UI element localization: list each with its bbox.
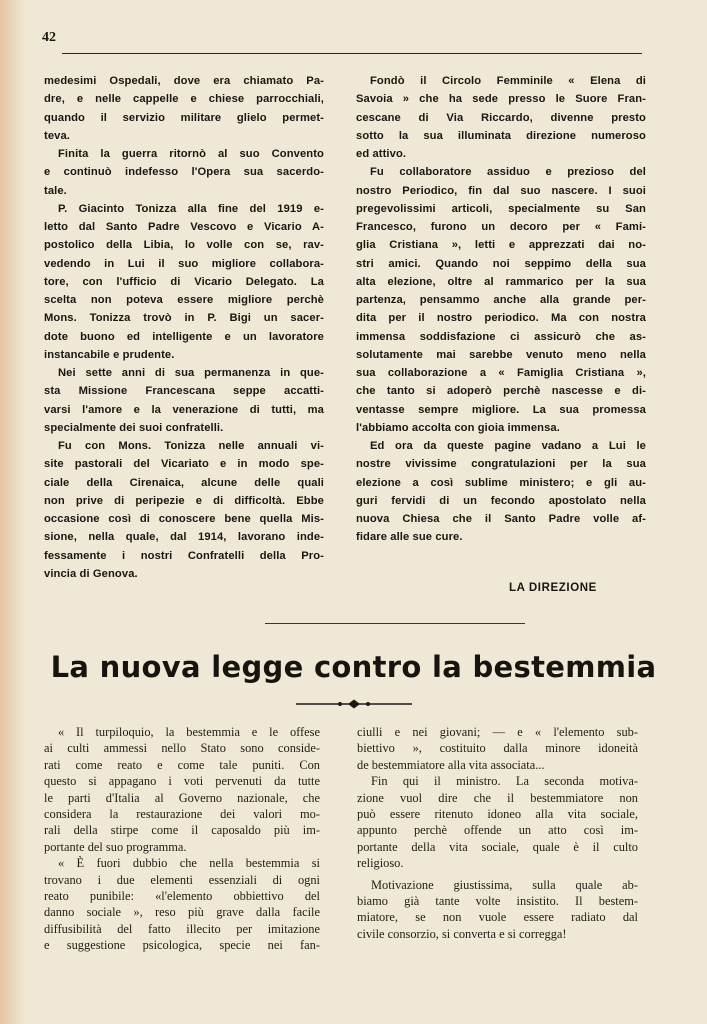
text-line: Fin qui il ministro. La seconda motiva- <box>371 774 638 789</box>
text-line: reato punibile: «l'elemento obbiettivo del <box>44 889 320 904</box>
text-line: ciulli e nei giovani; — e « l'elemento sub- <box>357 725 638 739</box>
text-line: tale. <box>44 184 67 197</box>
text-line: questo si appagano i voti pervenuti da tutte <box>44 774 320 789</box>
text-line: « Il turpiloquio, la bestemmia e le offese <box>58 725 320 739</box>
text-line: quando il servizio militare glielo permet- <box>44 111 324 124</box>
text-line: vedendo in Lui il suo migliore collabora- <box>44 257 324 270</box>
text-line: P. Giacinto Tonizza alla fine del 1919 e- <box>58 202 324 215</box>
text-line: ventasse sempre migliore. La sua promessa <box>356 403 646 416</box>
text-line: Savoia » che ha sede presso le Suore Fran- <box>356 93 646 106</box>
text-line: Fu collaboratore assiduo e prezioso del <box>370 166 646 179</box>
text-line: « È fuori dubbio che nella bestemmia si <box>58 856 320 871</box>
text-line: ai culti ammessi nello Stato sono conside- <box>44 741 320 756</box>
header-rule <box>62 53 642 54</box>
text-line: le parti d'Italia al Governo nazionale, che <box>44 790 320 805</box>
text-line: Francesco, furono un decoro per « Fami- <box>356 221 646 233</box>
text-line: Motivazione giustissima, sulla quale ab- <box>371 877 638 892</box>
text-line: può essere ritenuto idoneo alla vita sociale, <box>357 807 638 822</box>
text-line: immensa soddisfazione ci assicurò che as- <box>356 330 646 343</box>
text-line: dita per il nostro periodico. Ma con nostra <box>356 312 646 325</box>
text-line: appunto perchè offende un atto così im- <box>357 823 638 838</box>
text-line: de bestemmiatore alla vita associata... <box>357 757 545 772</box>
text-line: portante del suo programma. <box>44 839 187 854</box>
text-line: instancabile e prudente. <box>44 348 175 361</box>
text-line: stri amici. Quando noi seppimo della sua <box>356 257 646 270</box>
text-line: nuova Chiesa che il Santo Padre volle af- <box>356 513 646 525</box>
text-line: glia Cristiana », letti e apprezzati dai no- <box>356 239 646 252</box>
text-line: rati come reato e come tale puniti. Con <box>44 757 320 772</box>
text-line: dre, e nelle cappelle e chiese parrocchiali, <box>44 93 324 106</box>
text-line: trovano i due elementi essenziali di ogni <box>44 872 320 887</box>
text-line: fessamente i nostri Confratelli della Pro- <box>44 549 324 562</box>
text-line: partenza, pensammo anche alla grande per- <box>356 294 646 306</box>
text-line: dote buono ed intelligente e un lavoratore <box>44 330 324 343</box>
text-line: e suggestione psicologica, specie nei fan- <box>44 938 320 953</box>
text-line: non prive di peripezie e di difficoltà. Ebbe <box>44 494 324 507</box>
text-line: sua collaborazione a « Famiglia Cristiana », <box>356 367 646 379</box>
text-line: zione vuol dire che il bestemmiatore non <box>357 790 638 805</box>
signature: LA DIREZIONE <box>509 582 597 594</box>
text-line: occasione così di conoscere bene quella Mis- <box>44 513 324 525</box>
text-line: l'abbiamo accolta con gioia immensa. <box>356 421 560 434</box>
text-line: Finita la guerra ritornò al suo Convento <box>58 148 324 160</box>
text-line: sione, nella quale, dal 1914, lavorano inde- <box>44 531 324 544</box>
lower-right-column <box>357 724 638 942</box>
text-line: cescane di Via Riccardo, divenne presto <box>356 111 646 124</box>
page-number: 42 <box>42 30 56 45</box>
text-line: letto dal Santo Padre Vescovo e Vicario A- <box>44 221 324 233</box>
text-line: biamo già tante volte insistito. Il bestem- <box>357 894 638 909</box>
text-line: che tanto si adoperò perchè nascesse e di- <box>356 385 646 398</box>
text-line: Fu con Mons. Tonizza nelle annuali vi- <box>58 440 324 452</box>
text-line: ed attivo. <box>356 148 407 160</box>
headline-ornament <box>294 698 414 710</box>
text-line: civile consorzio, si converta e si corregga! <box>357 926 567 941</box>
text-line: biettivo », costituito dalla minore idoneità <box>357 741 638 756</box>
text-line: danno sociale », reso più grave dalla facile <box>44 905 320 920</box>
text-line: ciale della Cirenaica, alcune delle quali <box>44 476 324 489</box>
text-line: specialmente dei suoi confratelli. <box>44 421 224 434</box>
upper-right-column <box>356 72 646 547</box>
text-line: teva. <box>44 129 70 142</box>
text-line: postolico della Libia, lo volle con se, rav- <box>44 239 324 252</box>
text-line: Nei sette anni di sua permanenza in que- <box>58 367 324 379</box>
text-line: Mons. Tonizza trovò in P. Bigi un sacer- <box>44 312 324 325</box>
text-line: solutamente mai sarebbe venuto meno nella <box>356 348 646 361</box>
text-line: nostro Periodico, fin dal suo nascere. I suoi <box>356 184 646 197</box>
text-line: tore, con l'ufficio di Vicario Delegato. La <box>44 275 324 288</box>
text-line: rali della stirpe come il caposaldo più im- <box>44 823 320 838</box>
text-line: medesimi Ospedali, dove era chiamato Pa- <box>44 75 324 87</box>
text-line: pregevolissimi articoli, specialmente su San <box>356 202 646 215</box>
text-line: portante della vita sociale, quale è il culto <box>357 839 638 854</box>
section-divider <box>265 623 525 624</box>
text-line: vincia di Genova. <box>44 567 138 580</box>
upper-left-column <box>44 72 324 583</box>
text-line: varsi l'amore e la venerazione di tutti, ma <box>44 403 324 416</box>
text-line: nostre vivissime congratulazioni per la sua <box>356 458 646 471</box>
text-line: considera la restaurazione dei valori mo- <box>44 807 320 822</box>
text-line: religioso. <box>357 856 404 871</box>
article-headline: La nuova legge contro la bestemmia <box>50 650 657 684</box>
text-line: site pastorali del Vicariato e in modo spe- <box>44 458 324 471</box>
page-edge-stain <box>0 0 26 1024</box>
text-line: diffusibilità del fatto illecito per imitazione <box>44 921 320 936</box>
text-line: Ed ora da queste pagine vadano a Lui le <box>370 440 646 452</box>
text-line: elezione a così sublime ministero; e gli au- <box>356 476 646 489</box>
text-line: miatore, se non vuole essere radiato dal <box>357 910 638 925</box>
text-line: alta elezione, oltre al rammarico per la sua <box>356 275 646 288</box>
lower-left-column <box>44 724 320 954</box>
text-line: e continuò indefesso l'Opera sua sacerdo- <box>44 166 324 179</box>
text-line: Fondò il Circolo Femminile « Elena di <box>370 75 646 87</box>
text-line: sta Missione Francescana seppe accatti- <box>44 385 324 398</box>
text-line: scelta non poteva essere migliore perchè <box>44 294 324 306</box>
text-line: fidare alle sue cure. <box>356 531 463 544</box>
text-line: guri fervidi di un fecondo apostolato nella <box>356 494 646 507</box>
text-line: sotto la sua illuminata direzione numeroso <box>356 129 646 142</box>
